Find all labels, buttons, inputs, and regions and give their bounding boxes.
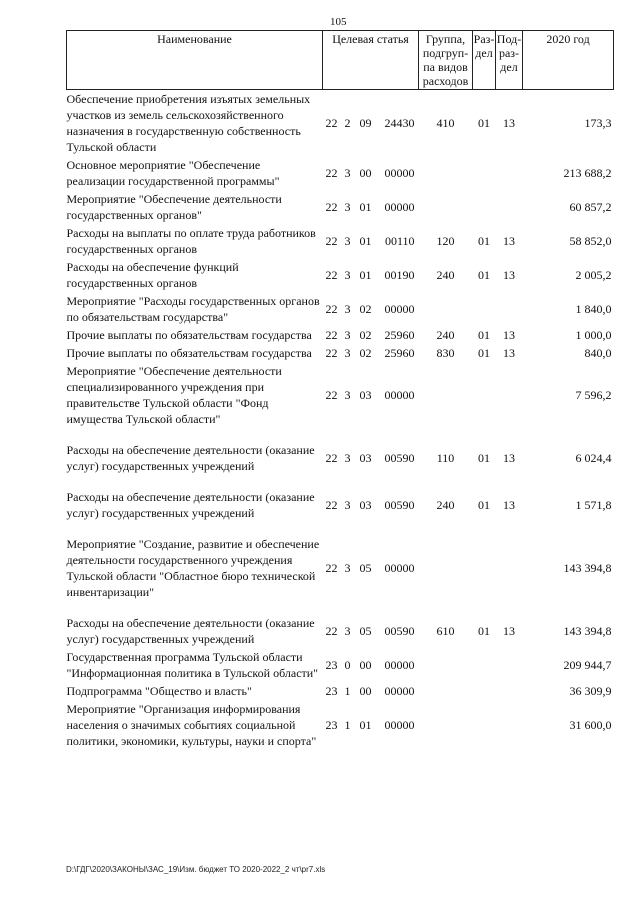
row-podrazdel [496,648,523,682]
row-name: Обеспечение приобретения изъятых земельных участков из земель сельскохозяйственного назначения в государственную собственность Тульской области [66,92,311,154]
row-razdel: 01 [478,327,491,342]
row-name: Основное мероприятие "Обеспечение реализации государственной программы" [66,158,280,188]
file-path-footer: D:\ГДГ\2020\ЗАКОНЫ\ЗАС_19\Изм. бюджет ТО 2020-2022_2 чт\pr7.xls [66,865,326,874]
row-target-direction: 00590 [384,623,415,638]
row-name: Прочие выплаты по обязательствам государства [66,328,312,342]
row-razdel: 01 [478,267,491,282]
row-name: Государственная программа Тульской области "Информационная политика в Тульской области" [66,650,319,680]
row-razdel [473,156,496,190]
row-target-program: 23 [325,657,338,672]
row-amount: 1 571,8 [575,497,612,512]
row-razdel: 01 [478,497,491,512]
row-target-subprogram: 3 [344,623,351,638]
row-podrazdel: 13 [503,327,516,342]
row-podrazdel: 13 [503,497,516,512]
row-podrazdel [496,190,523,224]
row-podrazdel: 13 [503,345,516,360]
budget-table [66,30,614,750]
row-target-event: 03 [359,387,372,402]
table-row [67,156,614,190]
row-target-subprogram: 3 [344,301,351,316]
row-target-program: 23 [325,683,338,698]
row-expense-group: 240 [436,497,455,512]
row-expense-group: 610 [436,623,455,638]
table-row [67,224,614,258]
row-name: Расходы на обеспечение деятельности (оказание услуг) государственных учреждений [66,490,315,520]
row-target-direction: 00000 [384,560,415,575]
row-name: Мероприятие "Обеспечение деятельности государственных органов" [66,192,282,222]
row-target-subprogram: 1 [344,683,351,698]
row-target-subprogram: 3 [344,450,351,465]
header-group: Группа, подгруп-па видов расходов [419,31,473,90]
row-expense-group [419,535,473,614]
table-row [67,190,614,224]
row-podrazdel: 13 [503,233,516,248]
row-razdel: 01 [478,623,491,638]
row-podrazdel [496,682,523,700]
row-amount: 2 005,2 [575,267,612,282]
table-row [67,326,614,344]
row-razdel [473,190,496,224]
row-target-program: 23 [325,717,338,732]
row-name: Расходы на обеспечение функций государственных органов [66,260,239,290]
table-row [67,362,614,441]
row-podrazdel: 13 [503,450,516,465]
row-razdel: 01 [478,233,491,248]
row-target-program: 22 [325,450,338,465]
row-target-direction: 25960 [384,327,415,342]
row-expense-group [419,190,473,224]
row-name: Расходы на обеспечение деятельности (оказание услуг) государственных учреждений [66,616,315,646]
row-podrazdel: 13 [503,623,516,638]
row-amount: 143 394,8 [563,560,612,575]
row-target-event: 03 [359,450,372,465]
row-target-direction: 00000 [384,165,415,180]
row-target-direction: 00000 [384,717,415,732]
row-target-event: 00 [359,165,372,180]
row-target-direction: 00590 [384,450,415,465]
row-amount: 840,0 [584,345,612,360]
table-row [67,535,614,614]
table-row [67,700,614,750]
row-amount: 60 857,2 [569,199,612,214]
row-target-subprogram: 3 [344,345,351,360]
row-expense-group: 120 [436,233,455,248]
row-razdel [473,682,496,700]
row-expense-group [419,156,473,190]
table-row [67,344,614,362]
row-amount: 7 596,2 [575,387,612,402]
row-razdel [473,535,496,614]
row-target-direction: 25960 [384,345,415,360]
row-razdel [473,362,496,441]
table-row [67,682,614,700]
row-target-event: 05 [359,560,372,575]
row-name: Мероприятие "Расходы государственных органов по обязательствам государства" [66,294,320,324]
row-target-direction: 24430 [384,115,415,130]
row-target-event: 01 [359,717,372,732]
row-amount: 58 852,0 [569,233,612,248]
header-target: Целевая статья [323,31,419,90]
row-target-event: 03 [359,497,372,512]
table-row [67,292,614,326]
row-target-direction: 00000 [384,199,415,214]
row-expense-group [419,648,473,682]
row-target-program: 22 [325,387,338,402]
header-podrazdel: Под-раз-дел [496,31,523,90]
header-razdel: Раз-дел [473,31,496,90]
row-target-program: 22 [325,267,338,282]
row-amount: 6 024,4 [575,450,612,465]
row-amount: 36 309,9 [569,683,612,698]
row-amount: 213 688,2 [563,165,612,180]
row-target-subprogram: 2 [344,115,351,130]
table-row [67,90,614,157]
table-row [67,648,614,682]
row-target-subprogram: 3 [344,165,351,180]
row-target-event: 01 [359,233,372,248]
row-target-program: 22 [325,165,338,180]
row-target-subprogram: 3 [344,267,351,282]
row-expense-group [419,682,473,700]
row-target-event: 01 [359,199,372,214]
row-podrazdel: 13 [503,267,516,282]
table-row [67,441,614,488]
row-razdel: 01 [478,115,491,130]
row-podrazdel [496,292,523,326]
row-name: Расходы на выплаты по оплате труда работников государственных органов [66,226,316,256]
row-target-program: 22 [325,301,338,316]
row-target-subprogram: 3 [344,387,351,402]
row-target-event: 00 [359,683,372,698]
page-number: 105 [330,16,347,28]
row-expense-group: 110 [436,450,455,465]
row-target-program: 22 [325,115,338,130]
row-razdel [473,700,496,750]
row-target-direction: 00000 [384,683,415,698]
row-target-direction: 00000 [384,657,415,672]
row-podrazdel [496,535,523,614]
row-expense-group: 410 [436,115,455,130]
row-target-subprogram: 1 [344,717,351,732]
row-razdel [473,648,496,682]
row-name: Подпрограмма "Общество и власть" [66,684,252,698]
row-target-direction: 00110 [384,233,415,248]
row-target-direction: 00190 [384,267,415,282]
row-expense-group: 240 [436,267,455,282]
table-body [67,90,614,751]
row-amount: 31 600,0 [569,717,612,732]
row-target-subprogram: 3 [344,560,351,575]
row-target-subprogram: 3 [344,199,351,214]
row-target-event: 02 [359,327,372,342]
row-expense-group [419,700,473,750]
row-target-direction: 00590 [384,497,415,512]
header-name: Наименование [67,31,323,90]
row-amount: 1 840,0 [575,301,612,316]
row-target-program: 22 [325,199,338,214]
row-target-direction: 00000 [384,301,415,316]
row-name: Прочие выплаты по обязательствам государства [66,346,312,360]
header-year: 2020 год [523,31,614,90]
row-podrazdel [496,156,523,190]
row-razdel: 01 [478,345,491,360]
row-target-program: 22 [325,327,338,342]
row-target-subprogram: 3 [344,327,351,342]
row-target-event: 01 [359,267,372,282]
row-target-subprogram: 3 [344,233,351,248]
row-target-program: 22 [325,623,338,638]
row-target-event: 02 [359,345,372,360]
row-name: Мероприятие "Создание, развитие и обеспечение деятельности государственного учреждения Тульской области "Областное бюро технической инвентаризации" [66,537,320,599]
row-target-program: 22 [325,233,338,248]
row-target-program: 22 [325,345,338,360]
table-row [67,488,614,535]
row-target-program: 22 [325,497,338,512]
row-target-subprogram: 3 [344,497,351,512]
row-expense-group [419,292,473,326]
row-amount: 209 944,7 [563,657,612,672]
row-expense-group: 830 [436,345,455,360]
row-target-direction: 00000 [384,387,415,402]
row-expense-group [419,362,473,441]
row-target-event: 05 [359,623,372,638]
row-razdel: 01 [478,450,491,465]
row-podrazdel [496,362,523,441]
row-name: Мероприятие "Обеспечение деятельности специализированного учреждения при правительстве Тульской области "Фонд имущества Тульской области" [66,364,282,426]
table-row [67,614,614,648]
row-podrazdel [496,700,523,750]
row-razdel [473,292,496,326]
row-podrazdel: 13 [503,115,516,130]
table-row [67,258,614,292]
row-target-subprogram: 0 [344,657,351,672]
row-expense-group: 240 [436,327,455,342]
row-target-event: 09 [359,115,372,130]
row-target-event: 00 [359,657,372,672]
row-target-event: 02 [359,301,372,316]
row-target-program: 22 [325,560,338,575]
table-header [67,31,614,90]
row-name: Расходы на обеспечение деятельности (оказание услуг) государственных учреждений [66,443,315,473]
row-amount: 1 000,0 [575,327,612,342]
row-amount: 173,3 [584,115,612,130]
row-name: Мероприятие "Организация информирования населения о значимых событиях социальной политики, экономики, культуры, науки и спорта" [66,702,317,748]
row-amount: 143 394,8 [563,623,612,638]
